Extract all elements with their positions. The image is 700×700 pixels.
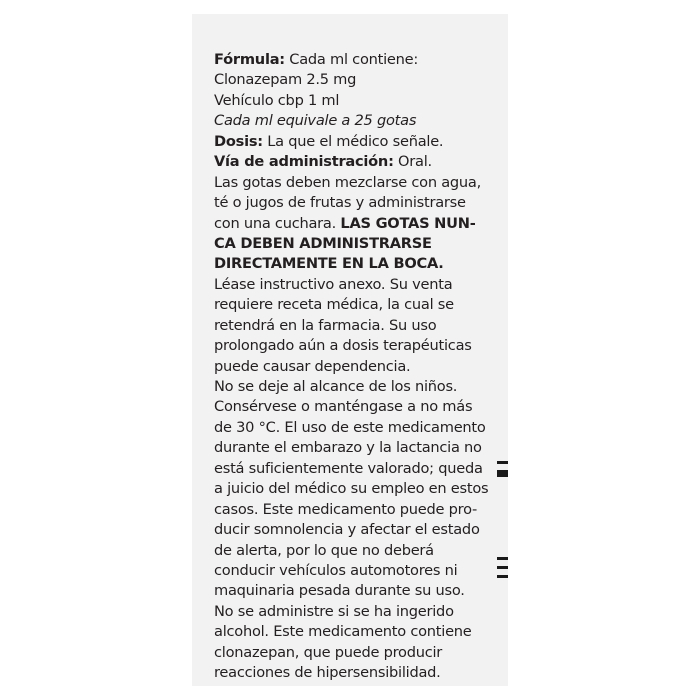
formula-text: Cada ml contiene: [284,51,419,68]
line-18: de 30 °C. El uso de este medicamento [214,418,486,436]
route-heading: Vía de administración: [214,153,394,171]
line-28: alcohol. Este medicamento contiene [214,623,472,641]
line-dosage [214,132,504,152]
line-16: No se deje al alcance de los niños. [214,378,458,395]
dosage-text: La que el médico señale. [262,132,444,150]
print-mark-3 [497,557,508,560]
route-text: Oral. [393,153,432,171]
print-mark-1 [497,461,508,464]
print-mark-4 [497,566,508,569]
dosage-heading: Dosis: [214,132,263,150]
line-17: Consérvese o manténgase a no más [214,398,473,416]
warning-bold-1: LAS GOTAS NUN- [340,214,476,232]
line-formula [214,50,504,70]
line-active-ingredient: Clonazepam 2.5 mg [214,71,357,89]
label-text [214,50,504,684]
line-warning-2: CA DEBEN ADMINISTRARSE [214,234,432,252]
line-14: prolongado aún a dosis terapéuticas [214,337,472,355]
label-panel [192,14,508,686]
formula-heading: Fórmula: [214,51,285,68]
line-22: casos. Este medicamento puede pro- [214,500,478,518]
line-instructions-3 [214,214,504,234]
print-mark-2 [497,470,508,477]
line-29: clonazepan, que puede producir [214,643,443,661]
line-26: maquinaria pesada durante su uso. [214,582,465,600]
line-21: a juicio del médico su empleo en estos [214,480,489,498]
line-19: durante el embarazo y la lactancia no [214,439,482,457]
print-mark-5 [497,575,508,578]
line-30: reacciones de hipersensibilidad. [214,664,441,682]
line-13: retendrá en la farmacia. Su uso [214,316,437,334]
line-instructions-1: Las gotas deben mezclarse con agua, [214,173,482,191]
line-instructions-2: té o jugos de frutas y administrarse [214,194,466,212]
line-27: No se administre si se ha ingerido [214,602,454,620]
line-12: requiere receta médica, la cual se [214,296,454,314]
line-vehicle: Vehículo cbp 1 ml [214,91,340,109]
line-15: puede causar dependencia. [214,357,411,375]
line-20: está suficientemente valorado; queda [214,459,483,477]
line-drops-equivalence: Cada ml equivale a 25 gotas [214,112,417,130]
line-route [214,152,504,172]
line-24: de alerta, por lo que no deberá [214,541,434,559]
line-25: conducir vehículos automotores ni [214,561,458,579]
line-warning-3: DIRECTAMENTE EN LA BOCA. [214,255,444,273]
instructions-text: con una cuchara. [214,214,341,232]
line-23: ducir somnolencia y afectar el estado [214,521,480,539]
line-11: Léase instructivo anexo. Su venta [214,275,453,293]
